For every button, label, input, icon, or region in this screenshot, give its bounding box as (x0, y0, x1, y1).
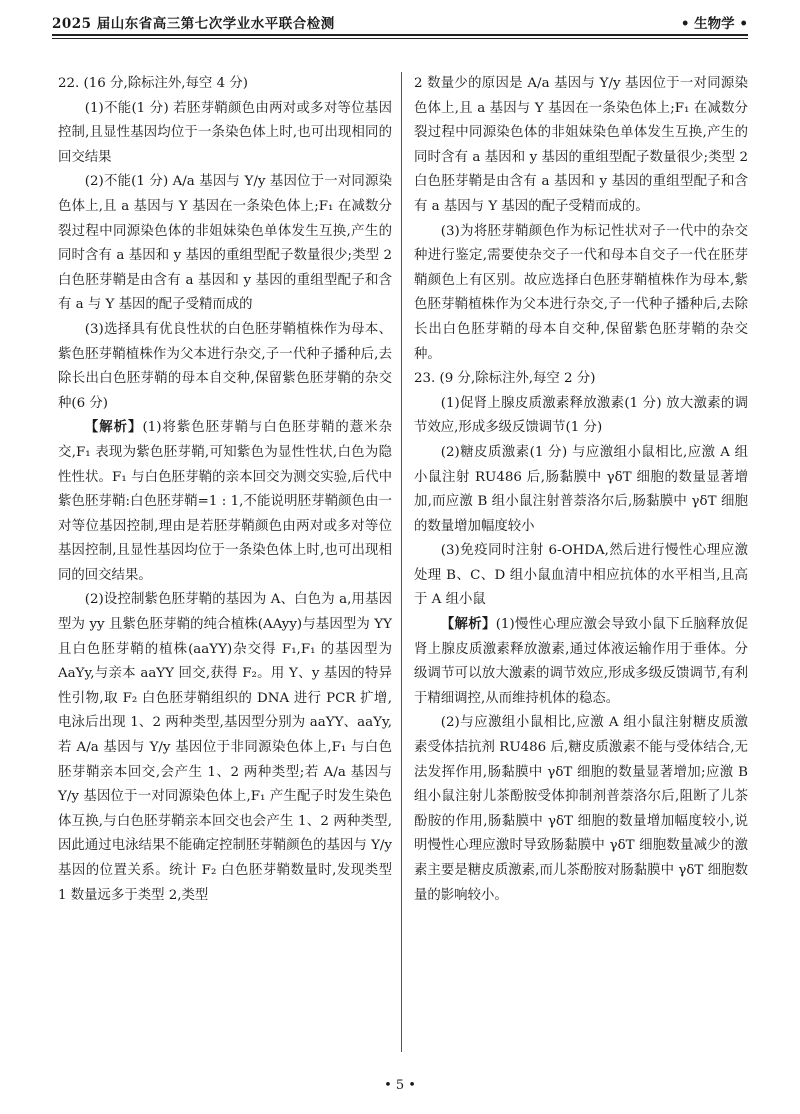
analysis-23-part-1-text: (1)慢性心理应激会导致小鼠下丘脑释放促肾上腺皮质激素释放激素,通过体液运输作用于垂体。分级调节可以放大激素的调节效应,形成多级反馈调节,有利于精细调控,从而维持机体的稳态。 (414, 617, 749, 706)
analysis-22-part-2: (2)设控制紫色胚芽鞘的基因为 A、白色为 a,用基因型为 yy 且紫色胚芽鞘的纯合植株(AAyy)与基因型为 YY 且白色胚芽鞘的植株(aaYY)杂交得 F₁,F₁ 的基因型为 AaYy,与亲本 aaYY 回交,获得 F₂。用 Y、y 基因的特异性引物,取 F₂ 白色胚芽鞘组织的 DNA 进行 PCR 扩增,电泳后出现 1、2 两种类型,基因型分别为 aaYY、aaYy,若 A/a 基因与 Y/y 基因位于非同源染色体上,F₁ 与白色胚芽鞘亲本回交,会产生 1、2 两种类型;若 A/a 基因与 Y/y 基因位于一对同源染色体上,F₁ 产生配子时发生染色体互换,与白色胚芽鞘亲本回交也会产生 1、2 两种类型,因此通过电泳结果不能确定控制胚芽鞘颜色的基因与 Y/y 基因的位置关系。统计 F₂ 白色胚芽鞘数量时,发现类型 1 数量远多于类型 2,类型 (58, 592, 392, 903)
analysis-23-part-2: (2)与应激组小鼠相比,应激 A 组小鼠注射糖皮质激素受体拮抗剂 RU486 后,糖皮质激素不能与受体结合,无法发挥作用,肠黏膜中 γδT 细胞的数量显著增加;应激 B 组小鼠注射儿茶酚胺受体抑制剂普萘洛尔后,阻断了儿茶酚胺的作用,肠黏膜中 γδT 细胞的数量增加幅度较小,说明慢性心理应激时导致肠黏膜中 γδT 细胞数量减少的激素主要是糖皮质激素,而儿茶酚胺对肠黏膜中 γδT 细胞数量的影响较小。 (414, 715, 748, 903)
question-22-heading: 22. (16 分,除标注外,每空 4 分) (58, 76, 248, 91)
answer-23-part-2: (2)糖皮质激素(1 分) 与应激组小鼠相比,应激 A 组小鼠注射 RU486 后,肠黏膜中 γδT 细胞的数量显著增加,而应激 B 组小鼠注射普萘洛尔后,肠黏膜中 γδT 细胞的数量增加幅度较小 (414, 444, 748, 534)
analysis-22-part-1 (58, 416, 392, 588)
exam-title: 2025 届山东省高三第七次学业水平联合检测 (52, 16, 335, 32)
right-column (414, 72, 748, 908)
answer-23-part-1: (1)促肾上腺皮质激素释放激素(1 分) 放大激素的调节效应,形成多级反馈调节(1 分) (414, 395, 748, 436)
analysis-22-part-2-continued: 2 数量少的原因是 A/a 基因与 Y/y 基因位于一对同源染色体上,且 a 基因与 Y 基因在一条染色体上;F₁ 在减数分裂过程中同源染色体的非姐妹染色单体发生互换,产生的同时含有 a 基因和 y 基因的重组型配子数量很少;类型 2 白色胚芽鞘是由含有 a 基因和 y 基因的重组型配子和含有 a 基因与 Y 基因的配子受精而成的。 (414, 76, 748, 214)
analysis-22-part-1-text: (1)将紫色胚芽鞘与白色胚芽鞘的薏米杂交,F₁ 表现为紫色胚芽鞘,可知紫色为显性性状,白色为隐性性状。F₁ 与白色胚芽鞘的亲本回交为测交实验,后代中紫色胚芽鞘:白色胚芽鞘=1 : 1,不能说明胚芽鞘颜色由一对等位基因控制,理由是若胚芽鞘颜色由两对或多对等位基因控制,且显性基因均位于一条染色体上时,也可出现相同的回交结果。 (58, 420, 393, 583)
header-rule-thick (52, 34, 748, 36)
analysis-tag: 【解析】 (440, 617, 496, 633)
analysis-23-part-1 (414, 613, 748, 711)
page-number: • 5 • (384, 1078, 416, 1093)
left-column (58, 72, 392, 908)
answer-22-part-2: (2)不能(1 分) A/a 基因与 Y/y 基因位于一对同源染色体上,且 a 基因与 Y 基因在一条染色体上;F₁ 在减数分裂过程中同源染色体的非姐妹染色单体发生互换,产生的同时含有 a 基因和 y 基因的重组型配子数量很少;类型 2 白色胚芽鞘是由含有 a 基因和 y 基因的重组型配子和含有 a 与 Y 基因的配子受精而成的 (58, 174, 392, 313)
answer-23-part-3: (3)免疫同时注射 6-OHDA,然后进行慢性心理应激处理 B、C、D 组小鼠血清中相应抗体的水平相当,且高于 A 组小鼠 (414, 543, 748, 608)
column-divider (401, 72, 402, 1052)
page-header (52, 10, 748, 32)
answer-22-part-1: (1)不能(1 分) 若胚芽鞘颜色由两对或多对等位基因控制,且显性基因均位于一条染色体上时,也可出现相同的回交结果 (58, 100, 392, 165)
question-23-heading: 23. (9 分,除标注外,每空 2 分) (414, 371, 596, 387)
answer-22-part-3: (3)选择具有优良性状的白色胚芽鞘植株作为母本、紫色胚芽鞘植株作为父本进行杂交,子一代种子播种后,去除长出白色胚芽鞘的母本自交种,保留紫色胚芽鞘的杂交种(6 分) (58, 321, 392, 411)
analysis-22-part-3: (3)为将胚芽鞘颜色作为标记性状对子一代中的杂交种进行鉴定,需要使杂交子一代和母本自交子一代在胚芽鞘颜色上有区别。故应选择白色胚芽鞘植株作为母本,紫色胚芽鞘植株作为父本进行杂交,子一代种子播种后,去除长出白色胚芽鞘的母本自交种,保留紫色胚芽鞘的杂交种。 (414, 223, 748, 362)
header-rule-thin (52, 38, 748, 39)
subject-label: • 生物学 • (680, 16, 748, 32)
analysis-tag: 【解析】 (84, 420, 143, 436)
